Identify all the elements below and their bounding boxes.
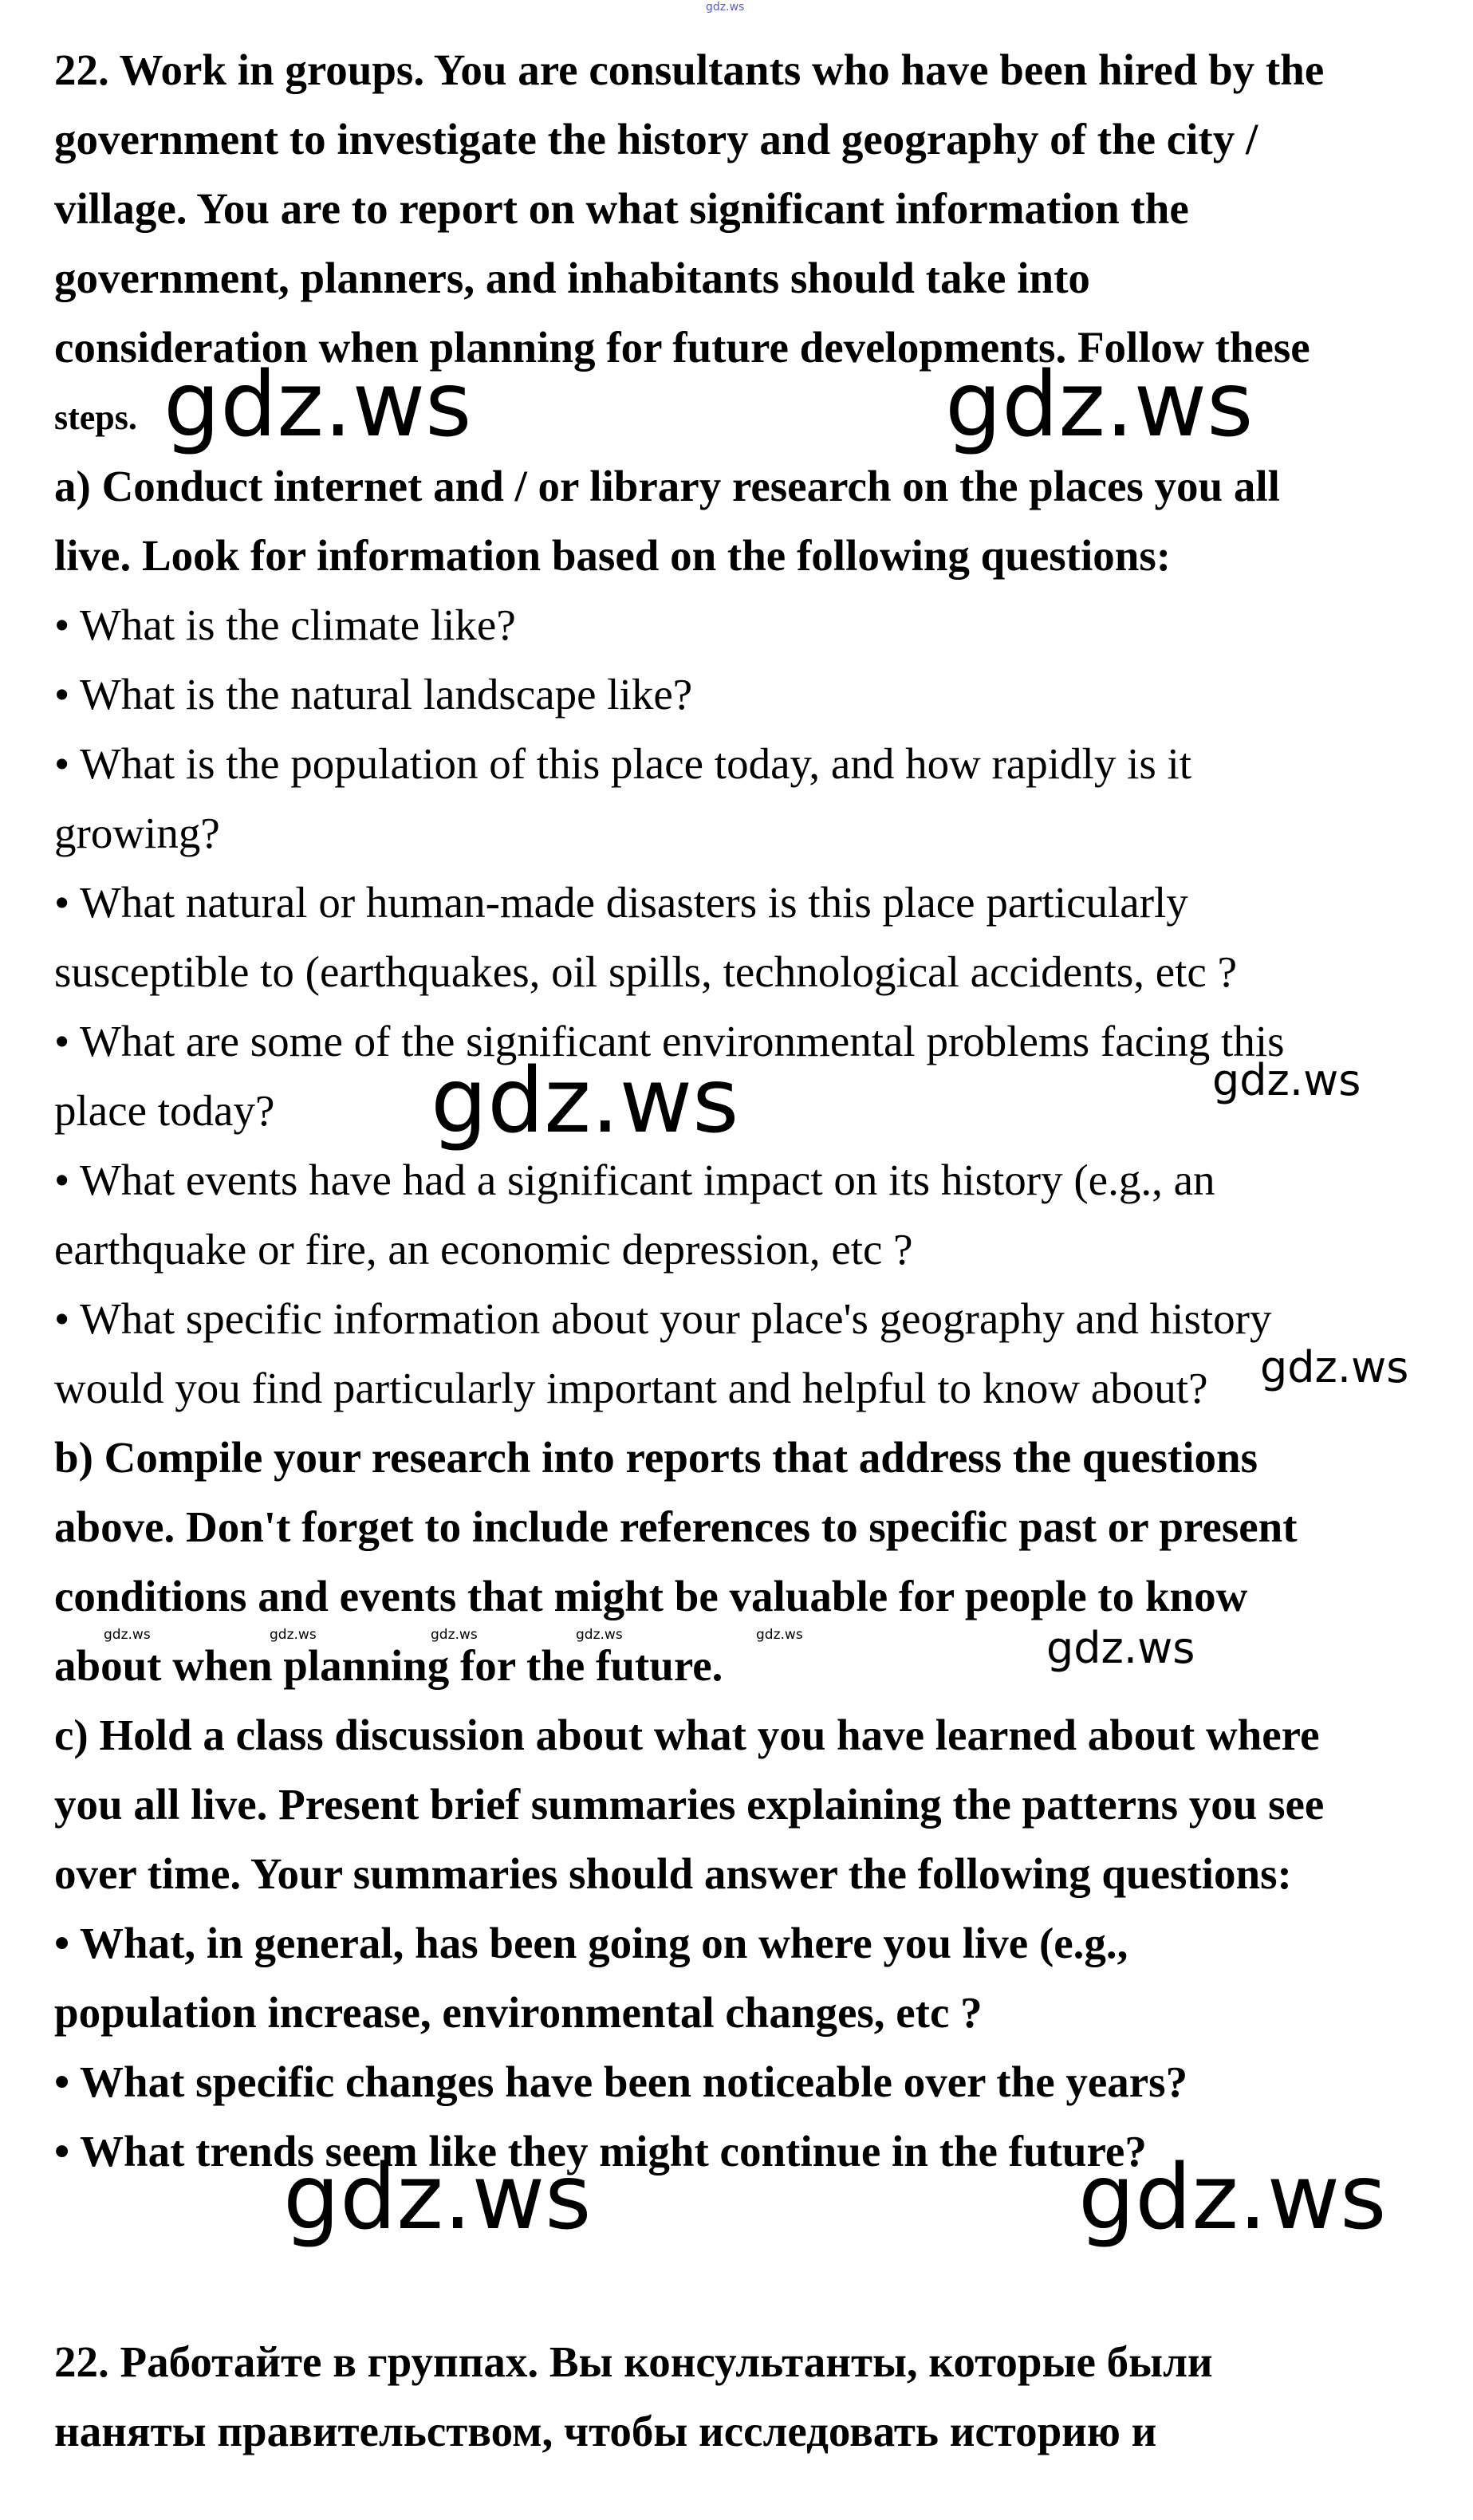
text-line: earthquake or fire, an economic depression, etc ? (54, 1225, 913, 1274)
watermark: gdz.ws (945, 353, 1254, 457)
text-line: live. Look for information based on the following questions: (54, 531, 1172, 580)
text-line: government to investigate the history and geography of the city / (54, 115, 1258, 163)
text-line: you all live. Present brief summaries explaining the patterns you see (54, 1780, 1325, 1829)
text-line: village. You are to report on what significant information the (54, 184, 1189, 233)
text-line: • What is the natural landscape like? (54, 670, 693, 719)
text-line: • What is the population of this place today, and how rapidly is it (54, 739, 1192, 788)
text-line: • What is the climate like? (54, 600, 516, 649)
text-line: c) Hold a class discussion about what you have learned about where (54, 1711, 1320, 1759)
watermark: gdz.ws (163, 353, 472, 457)
text-line: • What natural or human-made disasters is this place particularly (54, 878, 1188, 927)
watermark: gdz.ws (1046, 1623, 1195, 1673)
text-line: would you find particularly important and helpful to know about? (54, 1364, 1208, 1412)
watermark: gdz.ws (706, 1, 745, 14)
text-line: consideration when planning for future developments. Follow these (54, 323, 1310, 372)
text-line: 22. Work in groups. You are consultants who have been hired by the (54, 45, 1325, 94)
watermark: gdz.ws (1078, 2146, 1387, 2250)
text-line: over time. Your summaries should answer the following questions: (54, 1849, 1292, 1898)
text-line: a) Conduct internet and / or library research on the places you all (54, 462, 1280, 510)
text-line: conditions and events that might be valuable for people to know (54, 1572, 1248, 1620)
text-line: about when planning for the future. (54, 1641, 723, 1690)
watermark: gdz.ws (283, 2146, 592, 2250)
text-line: • What, in general, has been going on where you live (e.g., (54, 1919, 1128, 1967)
text-line: • What specific information about your place's geography and history (54, 1294, 1272, 1343)
watermark: gdz.ws (756, 1627, 803, 1643)
watermark: gdz.ws (576, 1627, 623, 1643)
text-line: b) Compile your research into reports that address the questions (54, 1433, 1258, 1482)
text-line: place today? (54, 1086, 275, 1135)
text-line: • What events have had a significant impact on its history (e.g., an (54, 1156, 1215, 1204)
text-line: growing? (54, 809, 220, 857)
watermark: gdz.ws (270, 1627, 317, 1643)
text-line: наняты правительством, чтобы исследовать историю и (54, 2407, 1157, 2455)
text-line: • What trends seem like they might continue in the future? (54, 2127, 1147, 2175)
text-line: above. Don't forget to include references to specific past or present (54, 1502, 1298, 1551)
text-line: government, planners, and inhabitants should take into (54, 254, 1090, 302)
text-line: • What are some of the significant environmental problems facing this (54, 1017, 1285, 1065)
text-line: • What specific changes have been noticeable over the years? (54, 2057, 1188, 2106)
text-line: susceptible to (earthquakes, oil spills, technological accidents, etc ? (54, 947, 1237, 996)
watermark: gdz.ws (104, 1627, 151, 1643)
watermark: gdz.ws (1212, 1055, 1361, 1105)
watermark: gdz.ws (431, 1049, 739, 1153)
watermark: gdz.ws (431, 1627, 478, 1643)
text-line: steps. (54, 398, 137, 437)
text-line: 22. Работайте в группах. Вы консультанты, которые были (54, 2337, 1213, 2386)
watermark: gdz.ws (1260, 1342, 1409, 1392)
text-line: population increase, environmental changes, etc ? (54, 1988, 983, 2037)
